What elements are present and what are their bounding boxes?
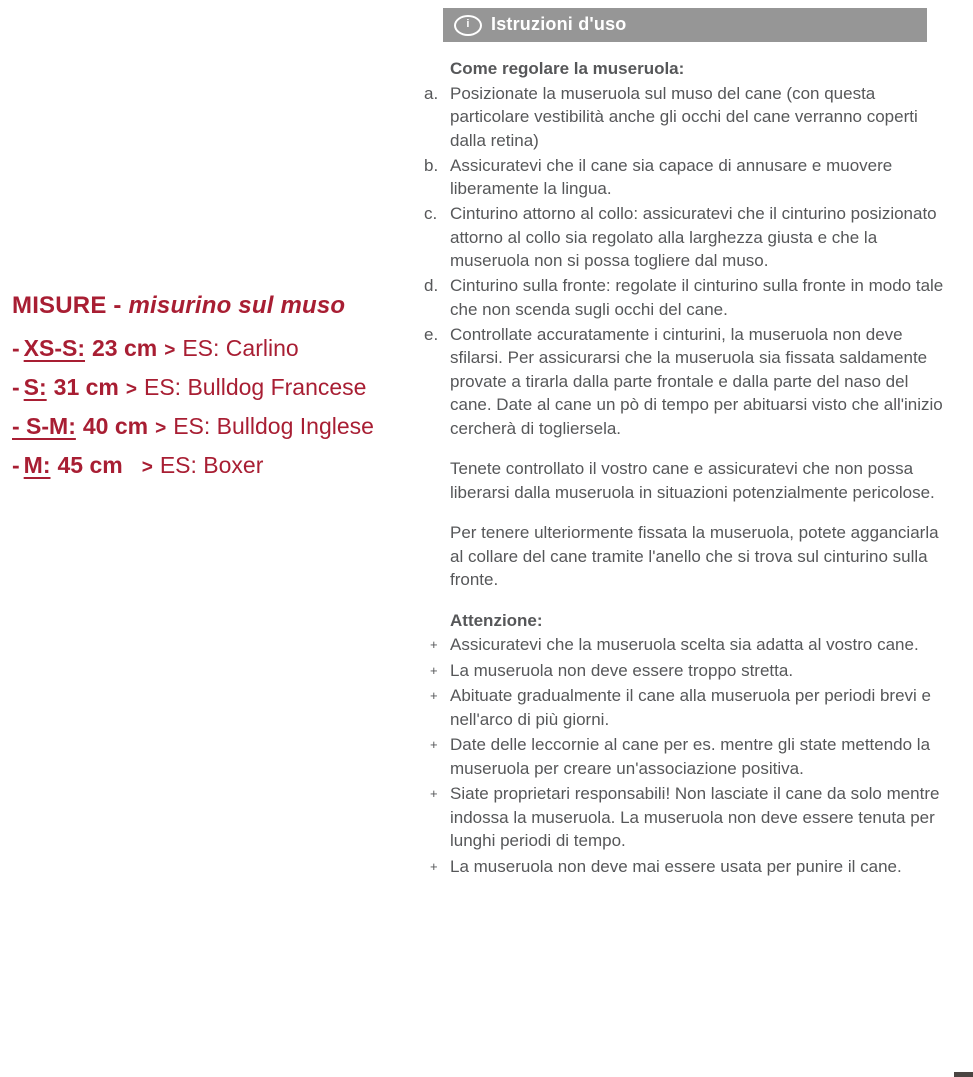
warning-item <box>430 782 954 853</box>
warning-item <box>430 855 954 879</box>
bullet-icon: + <box>430 662 438 678</box>
instructions-header-title: Istruzioni d'uso <box>491 14 627 35</box>
warning-text: La museruola non deve mai essere usata per punire il cane. <box>450 856 902 876</box>
measure-example: ES: Bulldog Francese <box>144 374 367 400</box>
step-letter: e. <box>424 324 439 344</box>
instructions-column <box>424 8 954 880</box>
step-item <box>424 323 954 441</box>
step-item <box>424 202 954 273</box>
measures-block <box>12 292 432 486</box>
measure-example: ES: Boxer <box>159 452 264 478</box>
step-letter: b. <box>424 155 439 175</box>
measure-size-value: 23 cm <box>92 335 158 361</box>
measures-title-subtitle: misurino sul muso <box>128 292 346 319</box>
measure-size-value: 31 cm <box>53 374 119 400</box>
step-text: Assicuratevi che il cane sia capace di annusare e muovere liberamente la lingua. <box>450 155 893 198</box>
warning-item <box>430 733 954 780</box>
measures-title <box>12 292 432 320</box>
cropped-image-fragment <box>954 1072 973 1077</box>
step-text: Cinturino attorno al collo: assicuratevi che il cinturino posizionato attorno al collo sia regolato alla larghezza giusta e che la museruola non si possa togliere dal muso. <box>450 204 937 270</box>
measure-item <box>12 447 432 486</box>
measure-size-label: XS-S: <box>23 335 86 361</box>
step-text: Controllate accuratamente i cinturini, la museruola non deve sfilarsi. Per assicurarsi che la museruola sia fissata saldamente provate a tirarla dalla parte frontale e dalla parte del naso del cane. Date al cane un pò di tempo per abituarsi visto che all'inizio cercherà di togliersela. <box>450 324 943 438</box>
measure-size-label: S: <box>23 374 47 400</box>
warning-text: La museruola non deve essere troppo stretta. <box>450 660 794 680</box>
measure-item <box>12 330 432 369</box>
warnings-list <box>424 633 954 878</box>
bullet-icon: + <box>430 637 438 652</box>
warning-item <box>430 659 954 683</box>
bullet-icon: + <box>430 688 438 703</box>
lettered-steps-list <box>424 82 954 441</box>
measure-example: ES: Carlino <box>182 335 299 361</box>
measure-size-label: M: <box>23 452 51 478</box>
warning-item <box>430 633 954 657</box>
step-item <box>424 274 954 321</box>
measure-dash: - <box>12 335 20 361</box>
arrow-icon: > <box>125 379 137 400</box>
arrow-icon: > <box>141 457 153 478</box>
measure-dash: - <box>12 452 20 478</box>
step-item <box>424 82 954 153</box>
arrow-icon: > <box>155 418 167 439</box>
measure-dash: - <box>12 374 20 400</box>
attachment-paragraph: Per tenere ulteriormente fissata la museruola, potete agganciarla al collare del cane tramite l'anello che si trova sul cinturino sulla fronte. <box>450 523 939 589</box>
warning-text: Abituate gradualmente il cane alla museruola per periodi brevi e nell'arco di più giorni. <box>450 686 932 729</box>
measures-title-main: MISURE - <box>12 292 122 319</box>
instructions-header-bar <box>443 8 927 42</box>
measure-item <box>12 408 432 447</box>
measure-size-value: 40 cm <box>82 413 149 439</box>
bullet-icon: + <box>430 786 438 801</box>
measure-example: ES: Bulldog Inglese <box>173 413 374 439</box>
warning-text: Date delle leccornie al cane per es. mentre gli state mettendo la museruola per creare un'associazione positiva. <box>450 735 931 778</box>
how-to-adjust-heading: Come regolare la museruola: <box>450 59 685 78</box>
supervision-paragraph: Tenete controllato il vostro cane e assicuratevi che non possa liberarsi dalla museruola in situazioni potenzialmente pericolose. <box>450 459 935 502</box>
bullet-icon: + <box>430 858 438 874</box>
step-text: Cinturino sulla fronte: regolate il cinturino sulla fronte in modo tale che non scenda sugli occhi del cane. <box>450 276 944 319</box>
warning-text: Assicuratevi che la museruola scelta sia adatta al vostro cane. <box>450 635 919 654</box>
measure-item <box>12 369 432 408</box>
bullet-icon: + <box>430 737 438 752</box>
arrow-icon: > <box>164 340 176 361</box>
step-item <box>424 154 954 201</box>
measure-size-value: 45 cm <box>57 452 123 478</box>
step-letter: c. <box>424 204 438 223</box>
step-letter: a. <box>424 83 439 103</box>
step-text: Posizionate la museruola sul muso del cane (con questa particolare vestibilità anche gli occhi del cane verranno coperti dalla retina) <box>450 83 918 150</box>
step-letter: d. <box>424 276 439 295</box>
warning-item <box>430 684 954 731</box>
warning-heading: Attenzione: <box>450 610 543 630</box>
warning-text: Siate proprietari responsabili! Non lasciate il cane da solo mentre indossa la museruola. La museruola non deve essere tenuta per lunghi periodi di tempo. <box>450 784 940 850</box>
info-icon: i <box>454 15 482 36</box>
measure-size-label: - S-M: <box>12 413 76 439</box>
